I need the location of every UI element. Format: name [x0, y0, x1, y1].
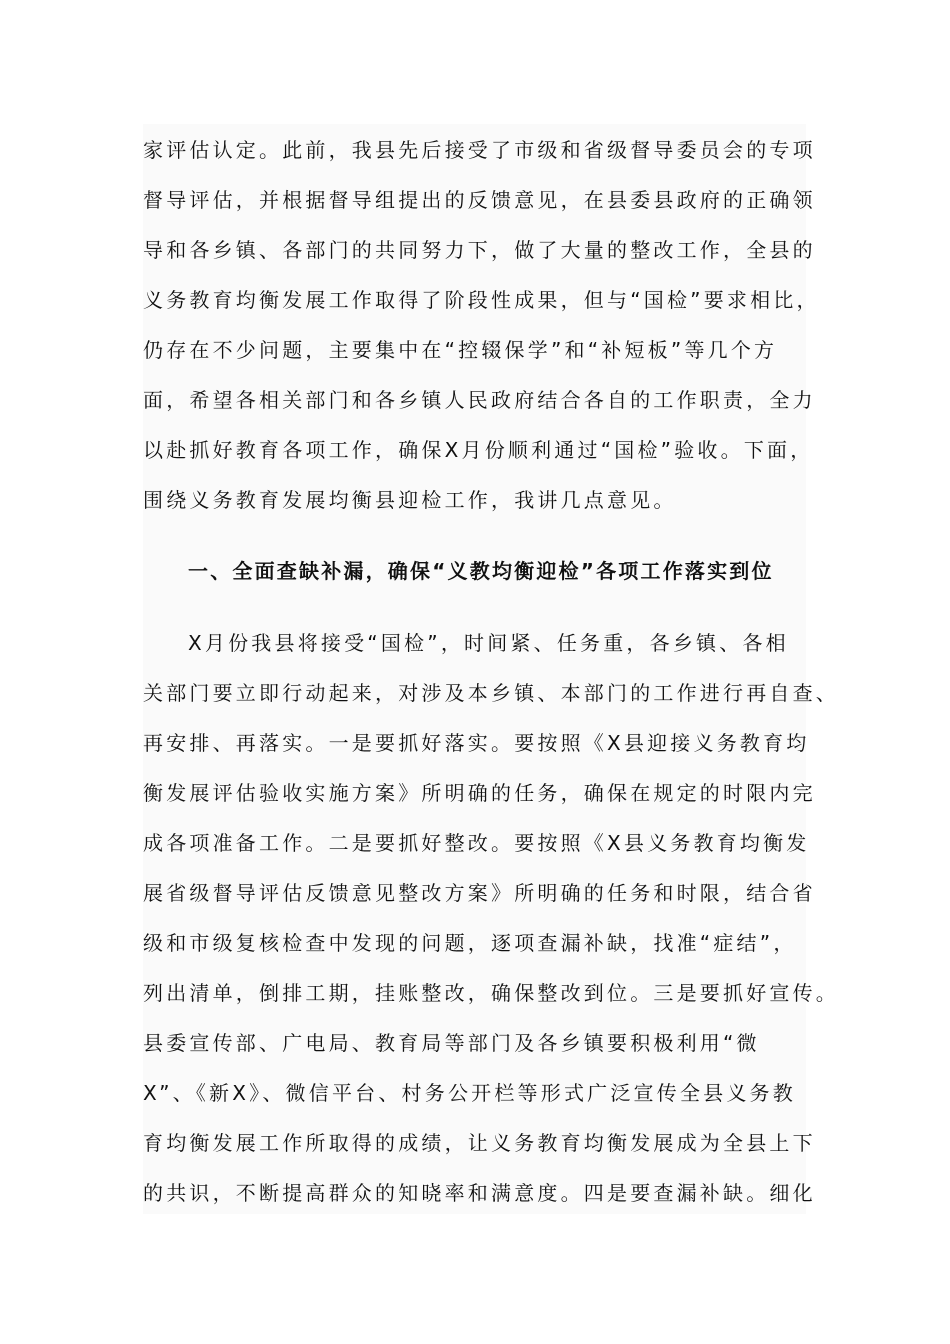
- paragraph-line: 县委宣传部、广电局、教育局等部门及各乡镇要积极利用“微: [143, 1031, 760, 1055]
- paragraph-line: 仍存在不少问题，主要集中在“控辍保学”和“补短板”等几个方: [143, 338, 778, 362]
- section-heading: 一、全面查缺补漏，确保“义教均衡迎检”各项工作落实到位: [188, 559, 774, 583]
- paragraph-line: 衡发展评估验收实施方案》所明确的任务，确保在规定的时限内完: [143, 781, 816, 805]
- paragraph-line: 围绕义务教育发展均衡县迎检工作，我讲几点意见。: [143, 488, 677, 512]
- paragraph-line: 展省级督导评估反馈意见整改方案》所明确的任务和时限，结合省: [143, 881, 816, 905]
- paragraph-line: 督导评估，并根据督导组提出的反馈意见，在县委县政府的正确领: [143, 188, 816, 212]
- paragraph-line: 的共识，不断提高群众的知晓率和满意度。四是要查漏补缺。细化: [143, 1181, 816, 1205]
- paragraph-line: 以赴抓好教育各项工作，确保X月份顺利通过“国检”验收。下面，: [143, 438, 814, 462]
- paragraph-line: X月份我县将接受“国检”，时间紧、任务重，各乡镇、各相: [188, 631, 789, 655]
- paragraph-line: 导和各乡镇、各部门的共同努力下，做了大量的整改工作，全县的: [143, 238, 816, 262]
- paragraph-line: 关部门要立即行动起来，对涉及本乡镇、本部门的工作进行再自查、: [143, 681, 839, 705]
- paragraph-line: 育均衡发展工作所取得的成绩，让义务教育均衡发展成为全县上下: [143, 1131, 816, 1155]
- document-body: [143, 124, 839, 1214]
- paragraph-line: X”、《新X》、微信平台、村务公开栏等形式广泛宣传全县义务教: [143, 1081, 796, 1105]
- paragraph-line: 家评估认定。此前，我县先后接受了市级和省级督导委员会的专项: [143, 138, 816, 162]
- paragraph-line: 再安排、再落实。一是要抓好落实。要按照《X县迎接义务教育均: [143, 731, 810, 755]
- paragraph-line: 级和市级复核检查中发现的问题，逐项查漏补缺，找准“症结”，: [143, 931, 797, 955]
- paragraph-line: 面，希望各相关部门和各乡镇人民政府结合各自的工作职责，全力: [143, 388, 816, 412]
- paragraph-line: 列出清单，倒排工期，挂账整改，确保整改到位。三是要抓好宣传。: [143, 981, 839, 1005]
- paragraph-line: 义务教育均衡发展工作取得了阶段性成果，但与“国检”要求相比，: [143, 288, 820, 312]
- paragraph-line: 成各项准备工作。二是要抓好整改。要按照《X县义务教育均衡发: [143, 831, 810, 855]
